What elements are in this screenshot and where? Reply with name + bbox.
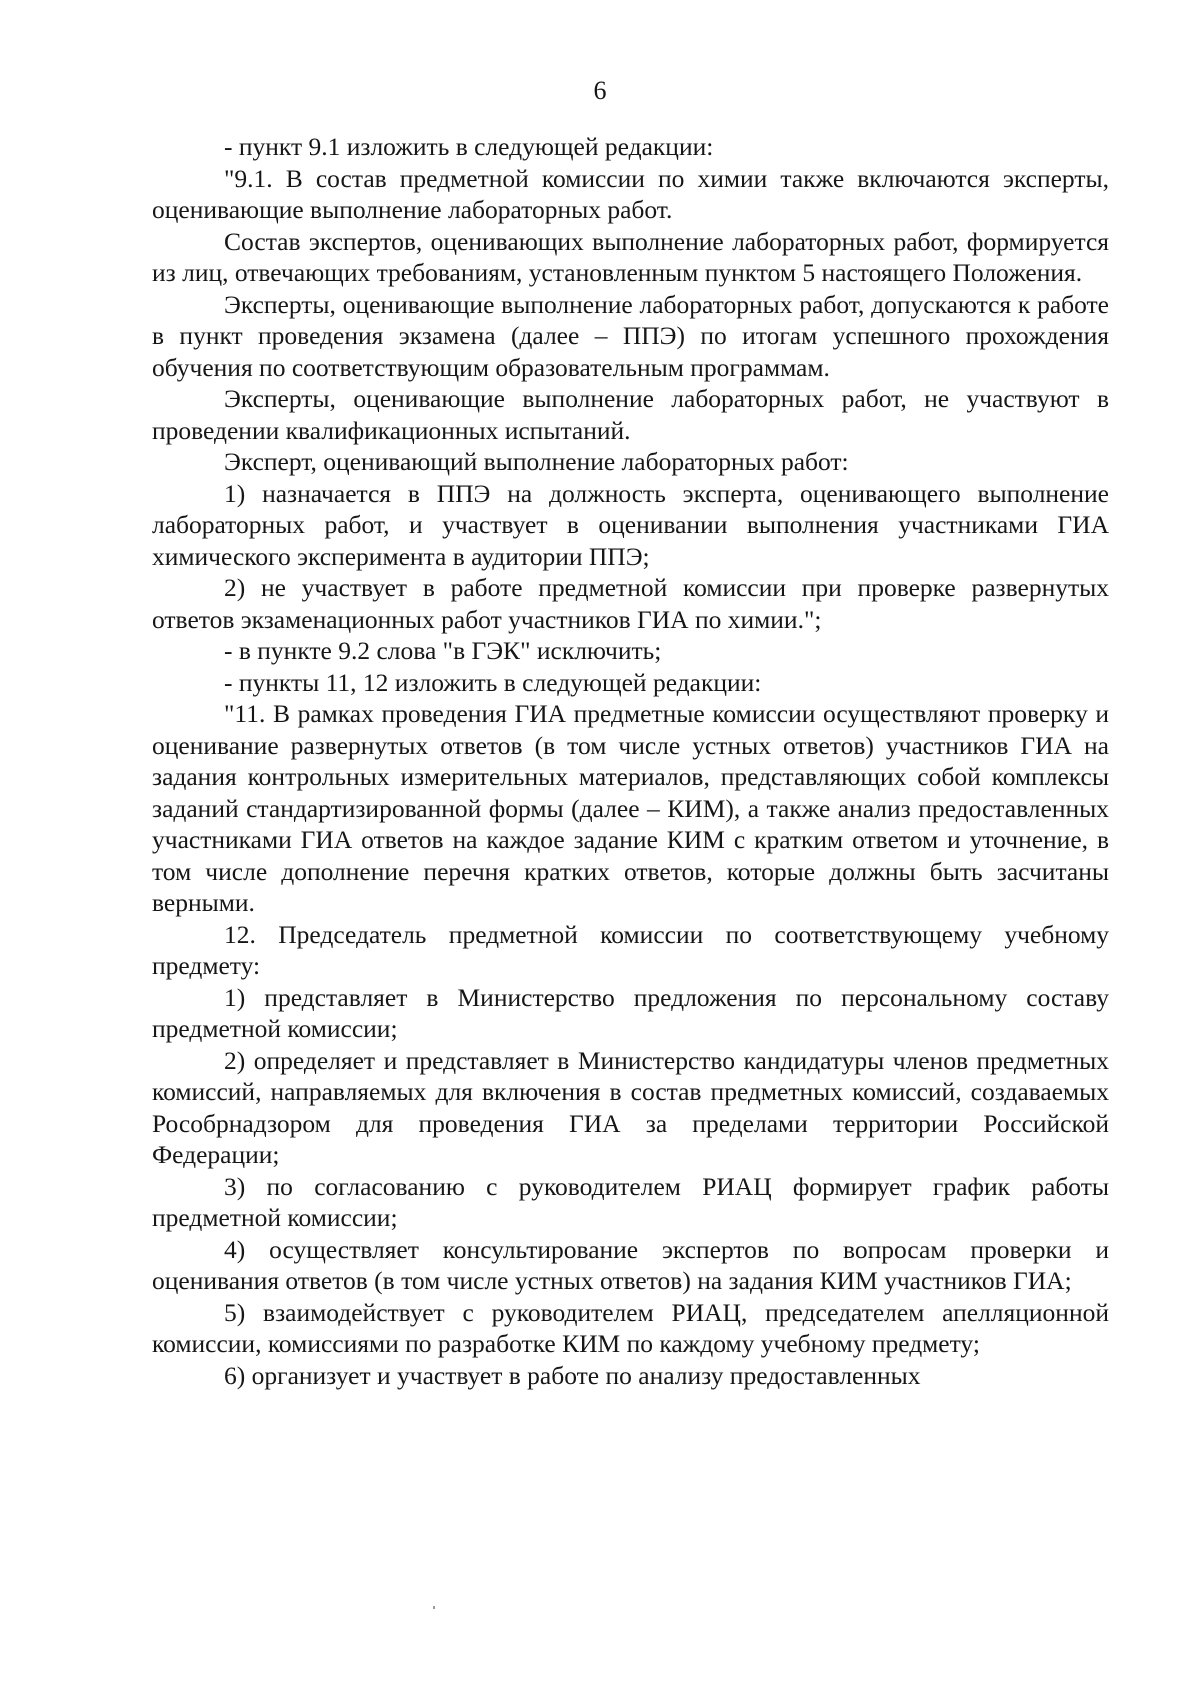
list-item-chair-duty-4: 4) осуществляет консультирование экспертов по вопросам проверки и оценивания ответов (в том числе устных ответов) на задания КИМ участников ГИА; — [152, 1234, 1109, 1295]
page-number: 6 — [593, 76, 607, 105]
paragraph-experts-admission: Эксперты, оценивающие выполнение лабораторных работ, допускаются к работе в пункт проведения экзамена (далее – ППЭ) по итогам успешного прохождения обучения по соответствующим образовательным программам. — [152, 289, 1109, 382]
paragraph-item-9-1-intro: - пункт 9.1 изложить в следующей редакции: — [224, 132, 714, 161]
list-item-expert-duty-2: 2) не участвует в работе предметной комиссии при проверке развернутых ответов экзаменационных работ участников ГИА по химии."; — [152, 573, 1109, 634]
paragraph-expert-duties-intro: Эксперт, оценивающий выполнение лабораторных работ: — [224, 447, 849, 476]
list-item-chair-duty-3: 3) по согласованию с руководителем РИАЦ формирует график работы предметной комиссии; — [152, 1171, 1109, 1232]
paragraph-9-1-composition: "9.1. В состав предметной комиссии по химии также включаются эксперты, оценивающие выполнение лабораторных работ. — [152, 163, 1109, 224]
paragraph-item-9-2: - в пункте 9.2 слова "в ГЭК" исключить; — [224, 636, 662, 665]
document-body — [152, 131, 1109, 1391]
scan-artifact-dot — [433, 1606, 435, 1609]
paragraph-experts-composition: Состав экспертов, оценивающих выполнение лабораторных работ, формируется из лиц, отвечающих требованиям, установленным пунктом 5 настоящего Положения. — [152, 226, 1109, 287]
list-item-chair-duty-6: 6) организует и участвует в работе по анализу предоставленных — [224, 1360, 921, 1390]
paragraph-experts-not-participate: Эксперты, оценивающие выполнение лабораторных работ, не участвуют в проведении квалификационных испытаний. — [152, 384, 1109, 445]
list-item-chair-duty-2: 2) определяет и представляет в Министерство кандидатуры членов предметных комиссий, направляемых для включения в состав предметных комиссий, создаваемых Рособрнадзором для проведения ГИА за пределами территории Российской Федерации; — [152, 1045, 1109, 1169]
list-item-expert-duty-1: 1) назначается в ППЭ на должность эксперта, оценивающего выполнение лабораторных работ, и участвует в оценивании выполнения участниками ГИА химического эксперимента в аудитории ППЭ; — [152, 478, 1109, 571]
list-item-chair-duty-5: 5) взаимодействует с руководителем РИАЦ, председателем апелляционной комиссии, комиссиями по разработке КИМ по каждому учебному предмету; — [152, 1297, 1109, 1358]
paragraph-item-11: "11. В рамках проведения ГИА предметные комиссии осуществляют проверку и оценивание развернутых ответов (в том числе устных ответов) участников ГИА на задания контрольных измерительных материалов, представляющих собой комплексы заданий стандартизированной формы (далее – КИМ), а также анализ предоставленных участниками ГИА ответов на каждое задание КИМ с кратким ответом и уточнение, в том числе дополнение перечня кратких ответов, которые должны быть засчитаны верными. — [152, 699, 1109, 917]
paragraph-items-11-12-intro: - пункты 11, 12 изложить в следующей редакции: — [224, 667, 762, 697]
paragraph-item-12: 12. Председатель предметной комиссии по соответствующему учебному предмету: — [152, 919, 1109, 980]
list-item-chair-duty-1: 1) представляет в Министерство предложения по персональному составу предметной комиссии; — [152, 982, 1109, 1043]
